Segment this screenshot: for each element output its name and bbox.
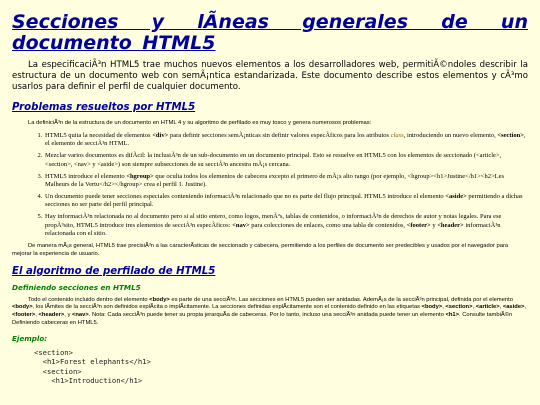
defining-sections-subheading: Definiendo secciones en HTML5 bbox=[12, 282, 141, 292]
intro-paragraph: La especificaciÃ³n HTML5 trae muchos nuevos elementos a los desarrolladores web, permitiÃ©ndoles describir la estructura de un documento web con semÃ¡ntica estandarizada. Este documento describe estos elementos y cÃ³mo usarlos para definir el perfil de cualquier documento. bbox=[12, 60, 528, 92]
code-example bbox=[34, 348, 528, 386]
list-item: 5. Hay informaciÃ³n relacionada no al documento pero si al sitio entero, como logos, menÃºs, tablas de contenidos, o informaciÃ³n de derechos de autor y notas legales. Para ese propÃ³sito, HTML5 introduce tres elementos de secciÃ³n especÃficos: <nav> para colecciones de enlaces, como una tabla de contenidos, <footer> y <header> informaciÃ³n relacionada con el sitio. bbox=[44, 213, 528, 238]
code-line: <h1>Forest elephants</h1> bbox=[34, 357, 151, 367]
problems-lead: La definiciÃ³n de la estructura de un documento en HTML 4 y su algoritmo de perfilado es muy tosco y genera numerosos problemas: bbox=[28, 120, 372, 126]
code-line: <section> bbox=[34, 347, 73, 357]
problems-heading: Problemas resueltos por HTML5 bbox=[12, 102, 196, 113]
algorithm-heading: El algoritmo de perfilado de HTML5 bbox=[12, 265, 216, 277]
code-line: <h1>Introduction</h1> bbox=[34, 376, 143, 386]
problems-list bbox=[12, 132, 528, 238]
list-item: 2. Mezclar varios documentos es difÃcil: la inclusiÃ³n de un sub-documento en un documento principal. Esto se resuelve en HTML5 con los elementos de seccionado (<article>, <section>, <nav> y <aside>) son siempre subsecciones de su secciÃ³n ancestra mÃ¡s cercana. bbox=[44, 152, 528, 169]
page-title: Secciones y lÃneas generales de un documento HTML5 bbox=[12, 11, 528, 54]
list-item: 3. HTML5 introduce el elemento <hgroup> que oculta todos los elementos de cabecera excepto el primero de mÃ¡s alto rango (por ejemplo, <hgroup><h1>Justine</h1><h2>Les Malheurs de la Vertu</h2></hgroup> crea el perfil 1. Justine). bbox=[44, 173, 528, 190]
sections-body-paragraph: Todo el contenido incluido dentro del elemento <body> es parte de una secciÃ³n. Las secciones en HTML5 pueden ser anidadas. AdemÃ¡s de la secciÃ³n principal, definida por el elemento <body>, los lÃmites de la secciÃ³n son definidos explÃcita o implÃcitamente. La secciones definidas explÃcitamente son el contenido definido en las etiquetas <body>, <section>, <article>, <aside>, <footer>, <header>, y <nav>. Nota: Cada secciÃ³n puede tener su propia jerarquÃa de cabeceras. Por lo tanto, incluso una secciÃ³n anidada puede tener un elemento <h1>. Consulte tambiÃ©n Definiendo cabeceras en HTML5. bbox=[12, 296, 527, 327]
list-item: 1. HTML5 quita la necesidad de elementos <div> para definir secciones semÃ¡nticas sin definir valores especÃficos para los atributos class, introduciendo un nuevo elemento, <section>, el elemento de secciÃ³n HTML. bbox=[44, 132, 528, 149]
list-item: 4. Un documento puede tener secciones especiales conteniendo informaciÃ³n relacionado que no es parte del flujo principal. HTML5 introduce el elemento <aside> permitiendo a dichas secciones no ser parte del perfil principal. bbox=[44, 193, 528, 210]
code-line: <section> bbox=[34, 366, 82, 376]
example-label: Ejemplo: bbox=[12, 333, 48, 343]
problems-summary: De manera mÃ¡s general, HTML5 trae precisiÃ³n a las caracterÃsticas de seccionado y cabecera, permitiendo a los perfiles de documento ser predecibles y usados por el navegador para mejorar la experiencia de usuario. bbox=[12, 243, 509, 258]
